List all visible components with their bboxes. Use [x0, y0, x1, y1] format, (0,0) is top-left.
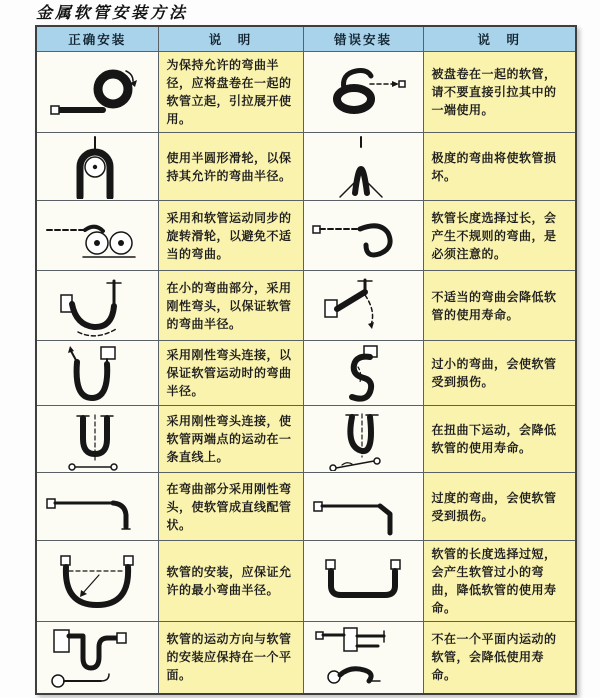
wrong-illustration-cell — [303, 271, 423, 341]
hose-rigid-elbow-connection-illustration — [41, 342, 153, 404]
wrong-illustration-cell — [303, 541, 423, 622]
wrong-note-cell: 软管的长度选择过短，会产生软管过小的弯曲，降低软管的使用寿命。 — [423, 541, 576, 622]
correct-illustration-cell — [36, 406, 158, 473]
table-row — [36, 473, 576, 541]
hose-coil-unrolling-illustration — [41, 58, 153, 126]
wrong-note-cell: 极度的弯曲将使软管损坏。 — [423, 133, 576, 201]
wrong-illustration-cell — [303, 52, 423, 133]
correct-note-cell: 在小的弯曲部分，采用刚性弯头，以保证软管的弯曲半径。 — [158, 271, 303, 341]
hose-too-long-irregular-bend-illustration — [308, 203, 418, 269]
correct-illustration-cell — [36, 622, 158, 694]
correct-illustration-cell — [36, 341, 158, 406]
wrong-illustration-cell — [303, 201, 423, 271]
correct-note-cell: 软管的运动方向与软管的安装应保持在一个平面。 — [158, 622, 303, 694]
correct-note-cell: 采用和软管运动同步的旋转滑轮，以避免不适当的弯曲。 — [158, 201, 303, 271]
table-row — [36, 133, 576, 201]
correct-note-cell: 为保持允许的弯曲半径，应将盘卷在一起的软管立起，引拉展开使用。 — [158, 52, 303, 133]
wrong-note-cell: 被盘卷在一起的软管，请不要直接引拉其中的一端使用。 — [423, 52, 576, 133]
correct-note-cell: 使用半圆形滑轮，以保持其允许的弯曲半径。 — [158, 133, 303, 201]
correct-illustration-cell — [36, 133, 158, 201]
hose-inline-endpoint-motion-illustration — [41, 407, 153, 471]
hose-out-of-plane-motion-illustration — [308, 623, 418, 691]
hose-coil-end-pulled-illustration — [308, 58, 418, 126]
table-row — [36, 52, 576, 133]
hose-too-small-bend-illustration — [308, 342, 418, 404]
correct-illustration-cell — [36, 52, 158, 133]
correct-note-cell: 采用刚性弯头连接，使软管两端点的运动在一条直线上。 — [158, 406, 303, 473]
header-correct-install: 正确安装 — [36, 26, 158, 52]
correct-note-cell: 软管的安装，应保证允许的最小弯曲半径。 — [158, 541, 303, 622]
hose-twisted-motion-illustration — [308, 407, 418, 471]
wrong-note-cell: 过度的弯曲，会使软管受到损伤。 — [423, 473, 576, 541]
header-explanation-1: 说 明 — [158, 26, 303, 52]
hose-straight-piping-elbow-illustration — [41, 475, 153, 539]
wrong-illustration-cell — [303, 622, 423, 694]
table-row — [36, 622, 576, 694]
wrong-note-cell: 不适当的弯曲会降低软管的使用寿命。 — [423, 271, 576, 341]
header-row — [36, 26, 576, 52]
correct-note-cell: 在弯曲部分采用刚性弯头，使软管成直线配管状。 — [158, 473, 303, 541]
wrong-illustration-cell — [303, 341, 423, 406]
hose-rigid-elbow-small-bend-illustration — [41, 273, 153, 339]
correct-note-cell: 采用刚性弯头连接，以保证软管运动时的弯曲半径。 — [158, 341, 303, 406]
correct-illustration-cell — [36, 271, 158, 341]
wrong-illustration-cell — [303, 473, 423, 541]
installation-methods-table — [35, 25, 577, 695]
wrong-illustration-cell — [303, 406, 423, 473]
wrong-note-cell: 过小的弯曲，会使软管受到损伤。 — [423, 341, 576, 406]
wrong-note-cell: 不在一个平面内运动的软管，会降低使用寿命。 — [423, 622, 576, 694]
table-row — [36, 541, 576, 622]
wrong-note-cell: 软管长度选择过长，会产生不规则的弯曲，是必须注意的。 — [423, 201, 576, 271]
wrong-note-cell: 在扭曲下运动，会降低软管的使用寿命。 — [423, 406, 576, 473]
hose-single-plane-motion-illustration — [41, 623, 153, 691]
table-row — [36, 406, 576, 473]
hose-too-short-illustration — [308, 548, 418, 614]
header-wrong-install: 错误安装 — [303, 26, 423, 52]
correct-illustration-cell — [36, 201, 158, 271]
hose-minimum-bend-radius-illustration — [41, 548, 153, 614]
hose-extreme-bend-illustration — [308, 135, 418, 199]
correct-illustration-cell — [36, 473, 158, 541]
correct-illustration-cell — [36, 541, 158, 622]
hose-over-semicircular-pulley-illustration — [41, 135, 153, 199]
wrong-illustration-cell — [303, 133, 423, 201]
table-row — [36, 201, 576, 271]
hose-synchronized-rotating-pulley-illustration — [41, 203, 153, 269]
table-row — [36, 271, 576, 341]
hose-excessive-bend-illustration — [308, 475, 418, 539]
hose-improper-bend-illustration — [308, 273, 418, 339]
header-explanation-2: 说 明 — [423, 26, 576, 52]
table-row — [36, 341, 576, 406]
page-title: 金属软管安装方法 — [36, 3, 189, 22]
